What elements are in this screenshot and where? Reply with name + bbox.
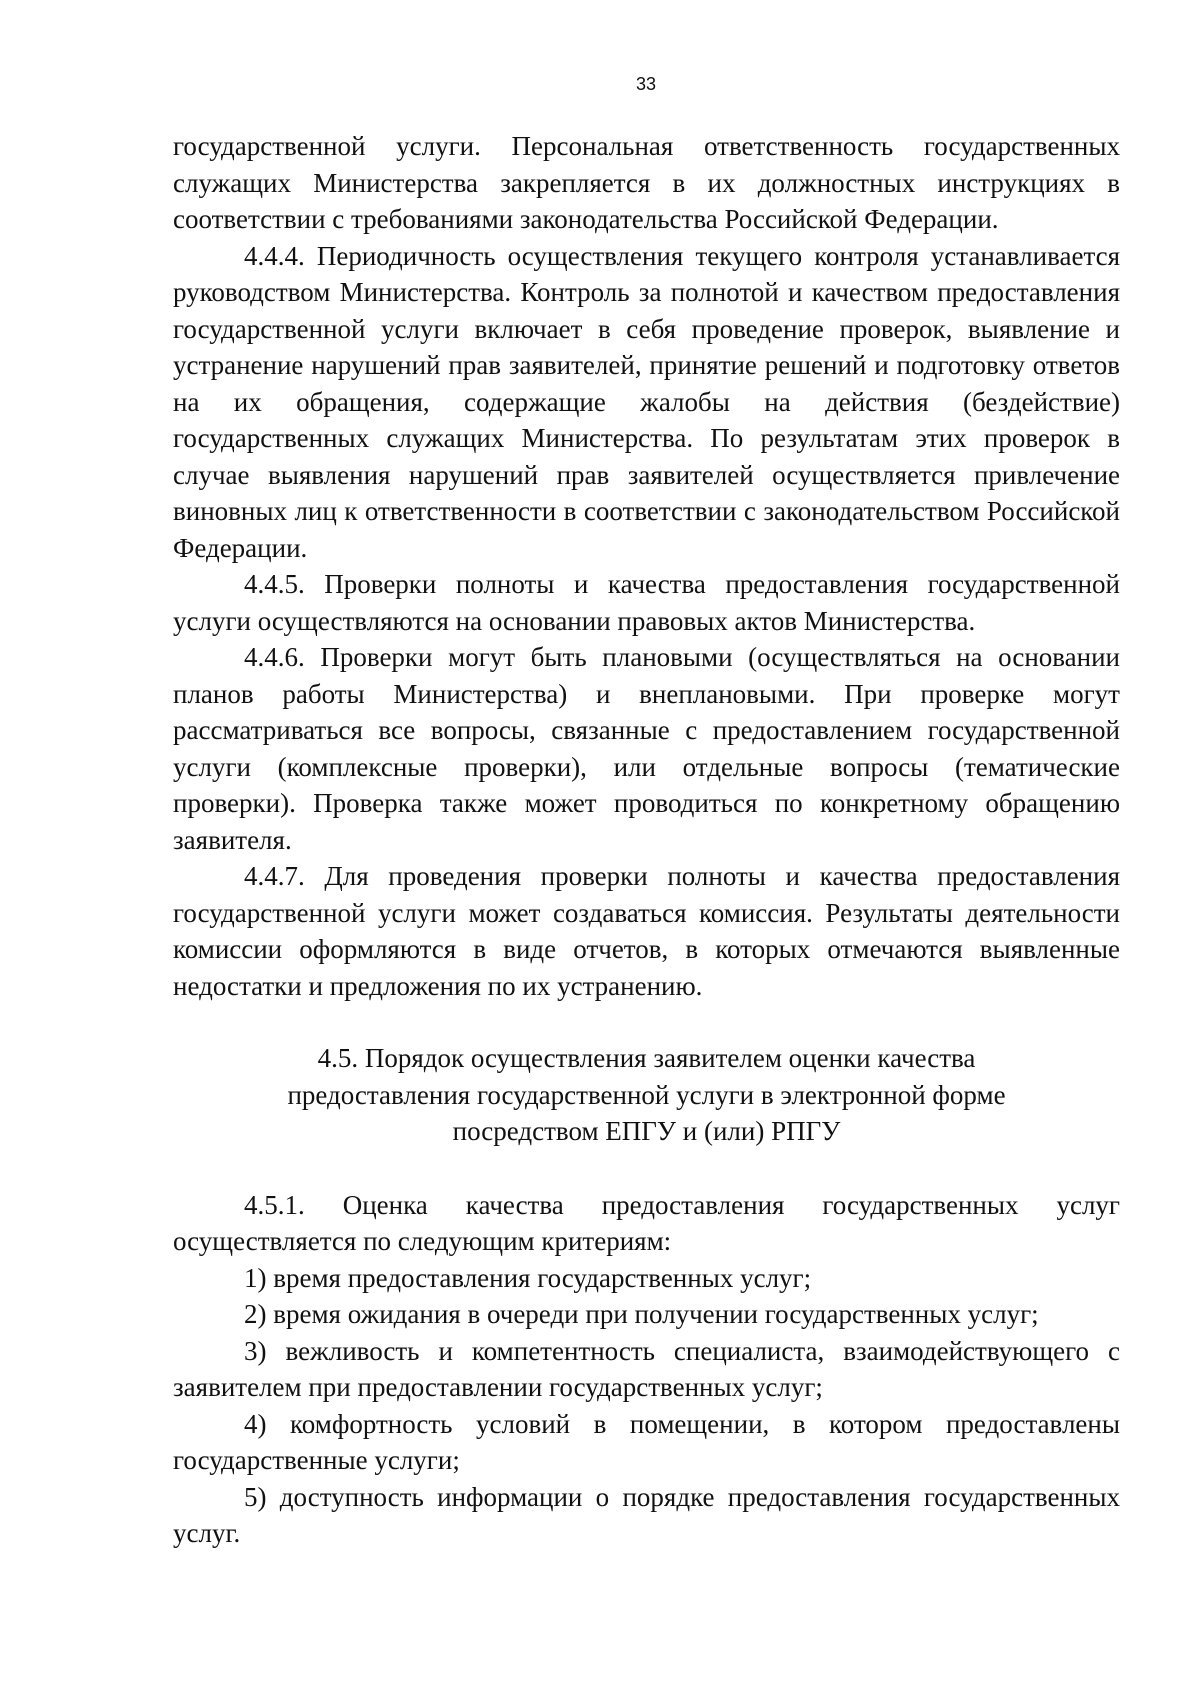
page-number: 33 xyxy=(635,74,657,94)
criterion-item: 1) время предоставления государственных услуг; xyxy=(244,1262,812,1293)
paragraph-4-4-4: 4.4.4. Периодичность осуществления текущего контроля устанавливается руководством Министерства. Контроль за полнотой и качеством предоставления государственной услуги включает в себя проведение проверок, выявление и устранение нарушений прав заявителей, принятие решений и подготовку ответов на их обращения, содержащие жалобы на действия (бездействие) государственных служащих Министерства. По результатам этих проверок в случае выявления нарушений прав заявителей осуществляется привлечение виновных лиц к ответственности в соответствии с законодательством Российской Федерации. xyxy=(173,240,1120,563)
paragraph-4-4-5: 4.4.5. Проверки полноты и качества предоставления государственной услуги осуществляются на основании правовых актов Министерства. xyxy=(173,569,1120,636)
paragraph-continuation: государственной услуги. Персональная ответственность государственных служащих Министерства закрепляется в их должностных инструкциях в соответствии с требованиями законодательства Российской Федерации. xyxy=(173,131,1120,234)
criterion-item: 3) вежливость и компетентность специалиста, взаимодействующего с заявителем при предоставлении государственных услуг; xyxy=(173,1335,1120,1402)
section-heading-line: 4.5. Порядок осуществления заявителем оценки качества xyxy=(317,1043,976,1073)
section-heading-line: посредством ЕПГУ и (или) РПГУ xyxy=(452,1116,841,1146)
section-heading-4-5 xyxy=(173,1040,1120,1150)
paragraph-4-5-1: 4.5.1. Оценка качества предоставления государственных услуг осуществляется по следующим критериям: xyxy=(173,1189,1120,1256)
criterion-item: 2) время ожидания в очереди при получении государственных услуг; xyxy=(244,1299,1039,1329)
document-body xyxy=(173,128,1120,1552)
paragraph-4-4-6: 4.4.6. Проверки могут быть плановыми (осуществляться на основании планов работы Министерства) и внеплановыми. При проверке могут рассматриваться все вопросы, связанные с предоставлением государственной услуги (комплексные проверки), или отдельные вопросы (тематические проверки). Проверка также может проводиться по конкретному обращению заявителя. xyxy=(173,642,1120,855)
section-heading-line: предоставления государственной услуги в электронной форме xyxy=(287,1079,1006,1110)
criterion-item: 5) доступность информации о порядке предоставления государственных услуг. xyxy=(173,1481,1120,1548)
paragraph-4-4-7: 4.4.7. Для проведения проверки полноты и качества предоставления государственной услуги может создаваться комиссия. Результаты деятельности комиссии оформляются в виде отчетов, в которых отмечаются выявленные недостатки и предложения по их устранению. xyxy=(173,861,1120,1001)
criterion-item: 4) комфортность условий в помещении, в котором предоставлены государственные услуги; xyxy=(173,1408,1120,1475)
